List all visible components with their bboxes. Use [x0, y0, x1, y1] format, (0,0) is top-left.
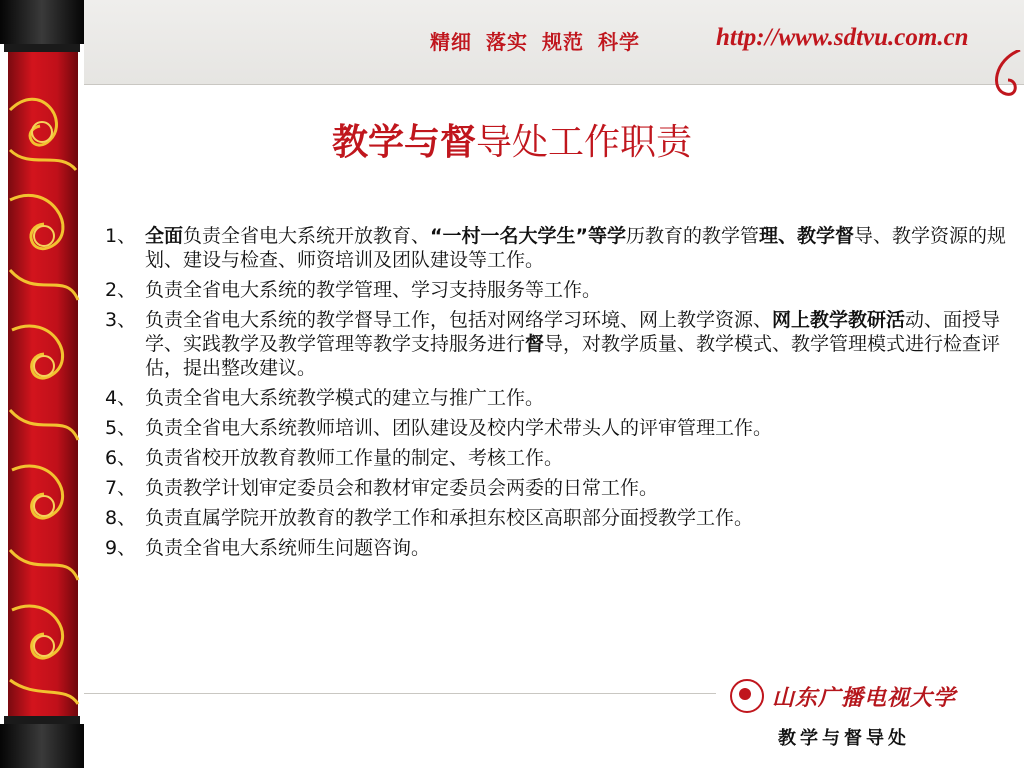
page-title [0, 114, 1024, 165]
duty-number: 1、 [105, 225, 137, 247]
duty-text [105, 476, 1010, 500]
duty-text-part: 负责全省电大系统的教学督导工作，包括对网络学习环境、网上教学资源、 [145, 309, 773, 331]
duty-text [105, 386, 1010, 410]
duty-item [105, 476, 1010, 500]
duty-text-part: “一村一名大学生”等学 [430, 225, 627, 247]
duty-item [105, 224, 1010, 272]
duty-text-part: 负责全省电大系统教学模式的建立与推广工作。 [145, 387, 545, 409]
duty-text-part: 负责全省电大系统的教学管理、学习支持服务等工作。 [145, 279, 602, 301]
duty-text [105, 224, 1010, 272]
duty-item [105, 536, 1010, 560]
duty-text-part: 导，对教学质量、教学模式、教学管理模式进行检查评估，提出整改建议。 [145, 333, 1001, 379]
duty-text [105, 446, 1010, 470]
slogan-word: 科学 [598, 30, 640, 54]
ribbon-curl-decoration [984, 50, 1024, 110]
university-logo [730, 678, 970, 714]
seal-icon [730, 679, 764, 713]
header-url: http://www.sdtvu.com.cn [716, 24, 969, 51]
duty-item [105, 278, 1010, 302]
header-slogan [430, 26, 654, 55]
duty-text-part: 负责全省电大系统师生问题咨询。 [145, 537, 431, 559]
duty-text-part: 网上教学教研活 [772, 309, 906, 331]
duty-number: 6、 [105, 447, 137, 469]
duty-item [105, 386, 1010, 410]
duty-item [105, 506, 1010, 530]
slogan-word: 落实 [486, 30, 528, 54]
duty-text-part: 历教育的教学管 [626, 225, 760, 247]
duty-number: 2、 [105, 279, 137, 301]
duties-list [105, 224, 1010, 566]
duty-number: 4、 [105, 387, 137, 409]
department-name: 教学与督导处 [778, 728, 910, 749]
slogan-word: 规范 [542, 30, 584, 54]
duty-text-part: 导、教学资源的规划、建设与检查、师资培训及团队建设等工作。 [145, 225, 1007, 271]
duty-number: 3、 [105, 309, 137, 331]
duty-text-part: 负责全省电大系统开放教育、 [183, 225, 431, 247]
duty-text-part: 全面 [145, 225, 184, 247]
duty-text-part: 理、教学督 [759, 225, 855, 247]
university-name: 山东广播电视大学 [772, 684, 957, 711]
duty-number: 5、 [105, 417, 137, 439]
duty-item [105, 446, 1010, 470]
duty-text [105, 536, 1010, 560]
duty-number: 7、 [105, 477, 137, 499]
duty-number: 9、 [105, 537, 137, 559]
duty-text-part: 负责省校开放教育教师工作量的制定、考核工作。 [145, 447, 564, 469]
title-bold-part: 教学与督 [331, 122, 476, 163]
duty-text [105, 308, 1010, 380]
duty-text-part: 督 [525, 333, 545, 355]
duty-text-part: 负责全省电大系统教师培训、团队建设及校内学术带头人的评审管理工作。 [145, 417, 773, 439]
duty-item [105, 416, 1010, 440]
duty-text [105, 416, 1010, 440]
footer-divider [84, 693, 716, 694]
duty-text-part: 动、面授导学、实践教学及教学管理等教学支持服务进行 [145, 309, 1001, 355]
slogan-word: 精细 [430, 30, 472, 54]
duty-number: 8、 [105, 507, 137, 529]
duty-text [105, 506, 1010, 530]
duty-text [105, 278, 1010, 302]
duty-item [105, 308, 1010, 380]
title-rest-part: 导处工作职责 [476, 122, 693, 163]
duty-text-part: 负责直属学院开放教育的教学工作和承担东校区高职部分面授教学工作。 [145, 507, 754, 529]
duty-text-part: 负责教学计划审定委员会和教材审定委员会两委的日常工作。 [145, 477, 659, 499]
